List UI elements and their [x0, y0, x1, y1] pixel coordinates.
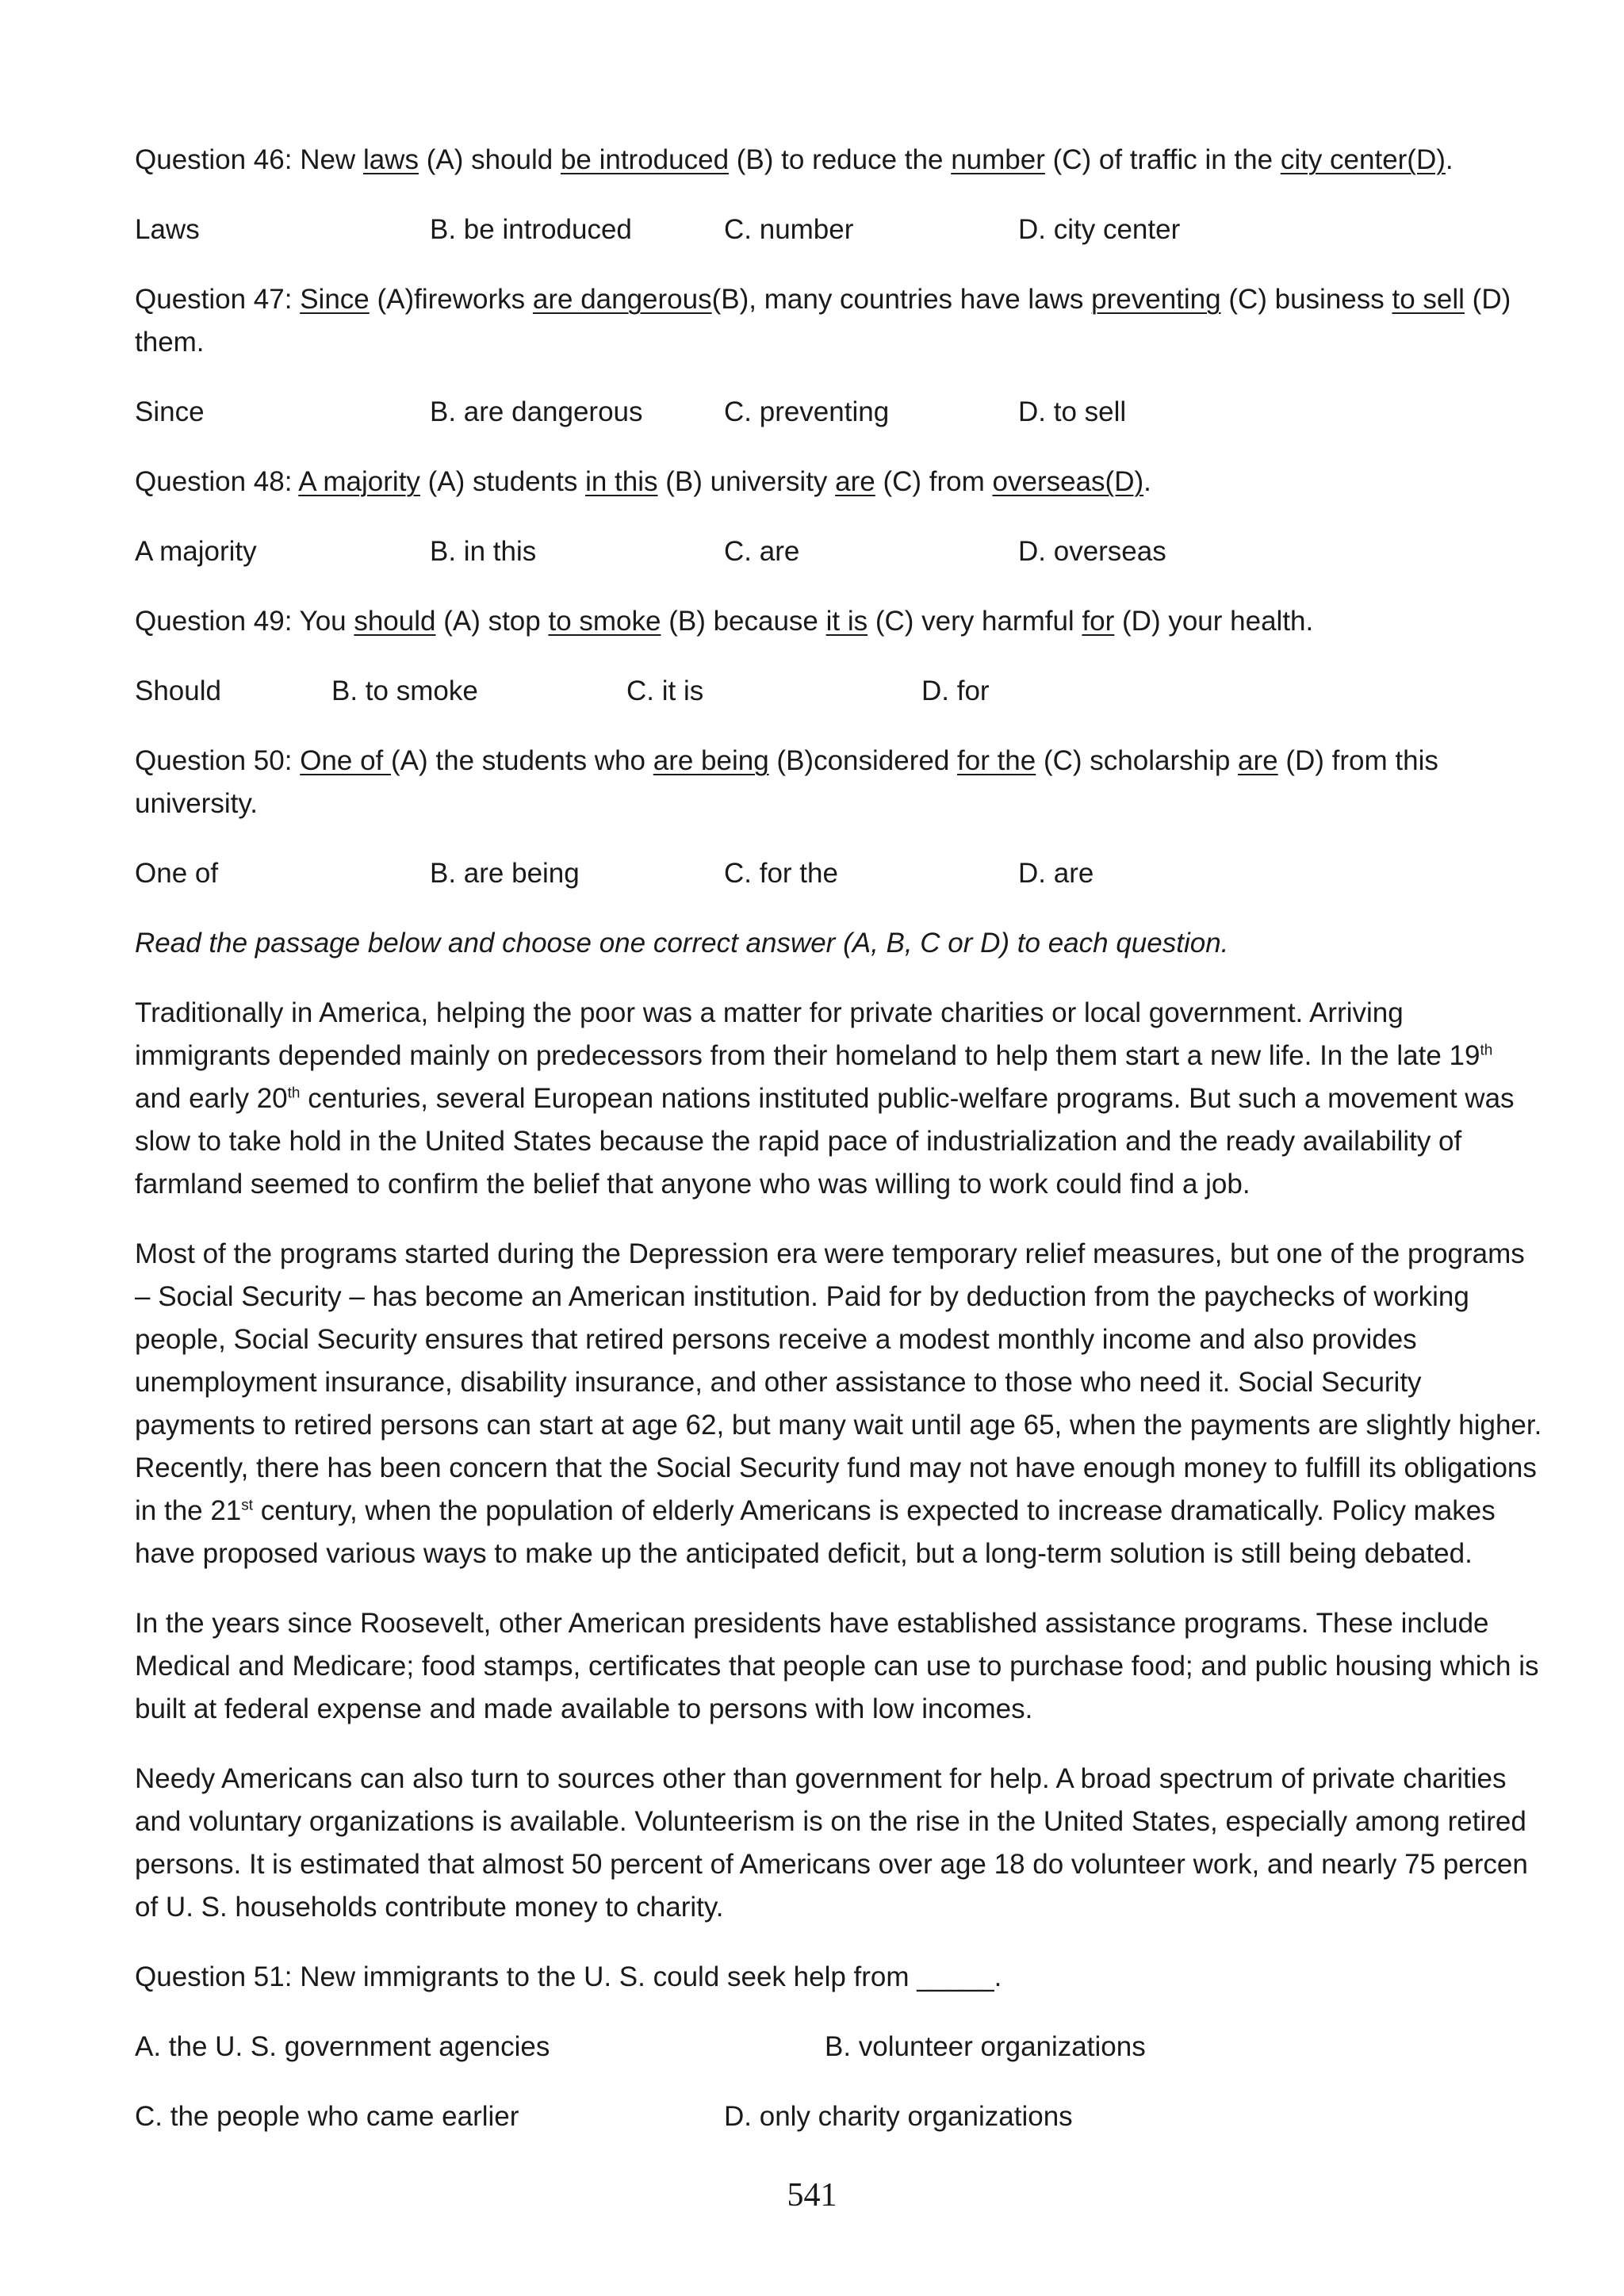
option-c: C. are — [724, 536, 800, 567]
reading-instruction: Read the passage below and choose one correct answer (A, B, C or D) to each question. — [135, 928, 1229, 959]
option-b: B. in this — [430, 536, 537, 567]
option-a: A majority — [135, 536, 257, 567]
option-d: D. to sell — [1018, 396, 1127, 427]
question-47: Question 47: Since (A)fireworks are dangerous(B), many countries have laws preventing (C) business to sell (D) them. — [135, 284, 1511, 358]
option-d: D. are — [1018, 858, 1094, 889]
option-c: C. preventing — [724, 396, 890, 427]
option-d: D. for — [921, 675, 990, 706]
option-a: Should — [135, 675, 221, 706]
question-48-options — [135, 530, 1546, 573]
option-b: B. be introduced — [430, 214, 632, 245]
option-c: C. the people who came earlier — [135, 2101, 519, 2132]
question-48: Question 48: A majority (A) students in this (B) university are (C) from overseas(D). — [135, 466, 1151, 497]
passage-paragraph-3: In the years since Roosevelt, other American presidents have established assistance programs. These include Medical and Medicare; food stamps, certificates that people can use to purchase food; and public housing which is built at federal expense and made available to persons with low incomes. — [135, 1608, 1539, 1724]
option-b: B. are being — [430, 858, 580, 889]
option-a: Since — [135, 396, 205, 427]
question-47-options — [135, 391, 1546, 434]
passage-paragraph-4: Needy Americans can also turn to sources other than government for help. A broad spectrum of private charities and voluntary organizations is available. Volunteerism is on the rise in the United States, especially among retired persons. It is estimated that almost 50 percent of Americans over age 18 do volunteer work, and nearly 75 percen of U. S. households contribute money to charity. — [135, 1763, 1528, 1923]
question-46-options — [135, 209, 1546, 251]
option-d: D. city center — [1018, 214, 1181, 245]
question-49-options — [135, 670, 1546, 713]
question-50-options — [135, 852, 1546, 895]
option-c: C. for the — [724, 858, 838, 889]
question-49: Question 49: You should (A) stop to smoke (B) because it is (C) very harmful for (D) your health. — [135, 606, 1314, 637]
question-51-options-row-1 — [135, 2026, 1546, 2068]
option-b: B. are dangerous — [430, 396, 643, 427]
option-a: One of — [135, 858, 219, 889]
document-page — [135, 139, 1546, 2165]
question-51-options-row-2 — [135, 2095, 1546, 2138]
option-b: B. to smoke — [331, 675, 478, 706]
passage-paragraph-2: Most of the programs started during the Depression era were temporary relief measures, but one of the programs – Social Security – has become an American institution. Paid for by deduction from the paychecks of working people, Social Security ensures that retired persons receive a modest monthly income and also provides unemployment insurance, disability insurance, and other assistance to those who need it. Social Security payments to retired persons can start at age 62, but many wait until age 65, when the payments are slightly higher. Recently, there has been concern that the Social Security fund may not have enough money to fulfill its obligations in the 21st century, when the population of elderly Americans is expected to increase dramatically. Policy makes have proposed various ways to make up the anticipated deficit, but a long-term solution is still being debated. — [135, 1238, 1542, 1569]
question-51: Question 51: New immigrants to the U. S. could seek help from _____. — [135, 1961, 1002, 1992]
passage-paragraph-1: Traditionally in America, helping the poor was a matter for private charities or local government. Arriving immigrants depended mainly on predecessors from their homeland to help them start a new life. In the late 19th and early 20th centuries, several European nations instituted public-welfare programs. But such a movement was slow to take hold in the United States because the rapid pace of industrialization and the ready availability of farmland seemed to confirm the belief that anyone who was willing to work could find a job. — [135, 997, 1515, 1200]
question-50: Question 50: One of (A) the students who are being (B)considered for the (C) scholarship are (D) from this university. — [135, 745, 1438, 819]
option-c: C. it is — [626, 675, 704, 706]
question-46: Question 46: New laws (A) should be introduced (B) to reduce the number (C) of traffic in the city center(D). — [135, 144, 1454, 175]
option-d: D. only charity organizations — [724, 2101, 1073, 2132]
option-a: A. the U. S. government agencies — [135, 2031, 550, 2062]
option-c: C. number — [724, 214, 854, 245]
option-a: Laws — [135, 214, 200, 245]
page-number: 541 — [787, 2177, 837, 2214]
option-d: D. overseas — [1018, 536, 1166, 567]
option-b: B. volunteer organizations — [825, 2031, 1146, 2062]
